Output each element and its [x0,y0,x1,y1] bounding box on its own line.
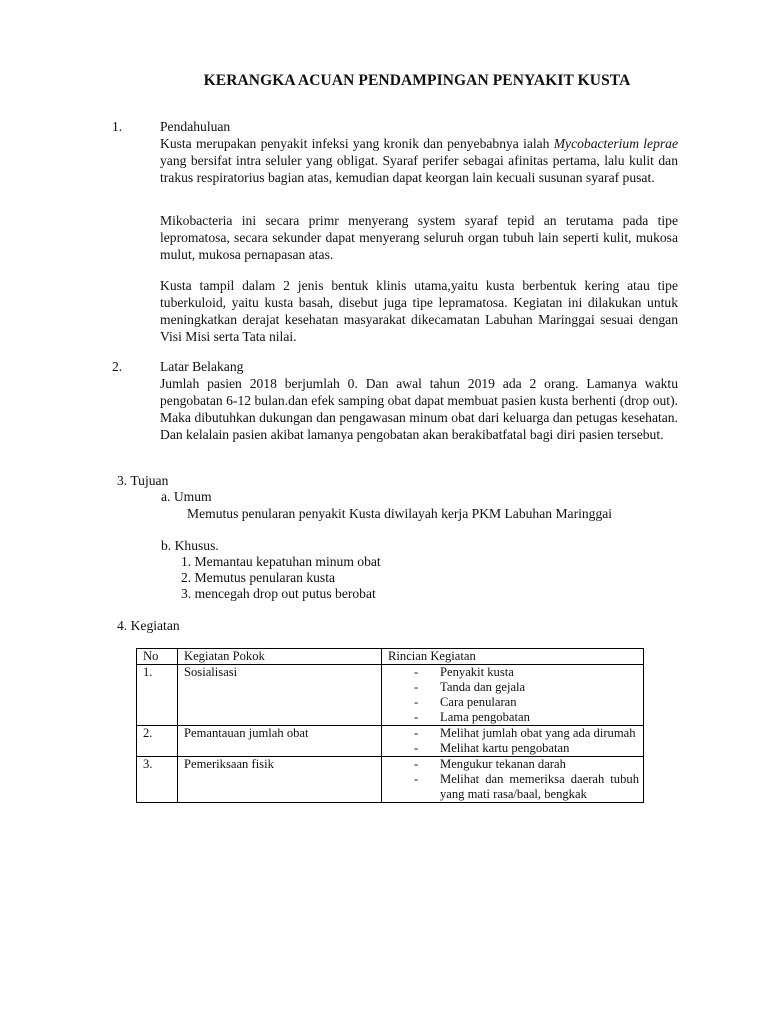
khusus-item: 1. Memantau kepatuhan minum obat [181,554,381,569]
section-heading-kegiatan: 4. Kegiatan [117,618,180,633]
rincian-item: - Lama pengobatan [388,710,643,725]
section-heading-pendahuluan: Pendahuluan [160,119,231,134]
rincian-item: - Mengukur tekanan darah [388,757,643,772]
kegiatan-table [136,648,644,803]
rincian-item: - Cara penularan [388,695,643,710]
table-row [137,665,644,726]
section-heading-latar-belakang: Latar Belakang [160,359,244,374]
text-run: Kusta merupakan penyakit infeksi yang kronik dan penyebabnya ialah [160,136,554,151]
text-run: yang bersifat intra seluler yang obligat. Syaraf perifer sebagai afinitas pertama, lalu kulit dan trakus respiratorius bagian atas, kemudian dapat keorgan lain kecuali susunan syaraf pusat. [160,153,678,185]
rincian-item: - Melihat jumlah obat yang ada dirumah [388,726,643,741]
latar-belakang-paragraph: Jumlah pasien 2018 berjumlah 0. Dan awal tahun 2019 ada 2 orang. Lamanya waktu pengobatan 6-12 bulan.dan efek samping obat dapat membuat pasien kusta berhenti (drop out). Maka dibutuhkan dukungan dan pengawasan minum obat dari keluarga dan petugas kesehatan. Dan kelalain pasien akibat lamanya pengobatan akan berakibatfatal bagi diri pasien tersebut. [160,376,678,442]
table-header-row [137,649,644,665]
header-no: No [137,649,178,665]
section-heading-tujuan: 3. Tujuan [117,473,169,488]
pendahuluan-paragraph-3: Kusta tampil dalam 2 jenis bentuk klinis utama,yaitu kusta berbentuk kering atau tipe tuberkuloid, yaitu kusta basah, disebut juga tipe lepramatosa. Kegiatan ini dilakukan untuk meningkatkan derajat kesehatan masyarakat dikecamatan Labuhan Maringgai sesuai dengan Visi Misi serta Tata nilai. [160,278,678,344]
pendahuluan-paragraph-1 [160,135,678,186]
cell-rincian [382,726,644,757]
cell-no: 2. [137,726,178,757]
tujuan-khusus-label: b. Khusus. [161,538,219,553]
rincian-item: - Tanda dan gejala [388,680,643,695]
header-rincian-kegiatan: Rincian Kegiatan [382,649,644,665]
cell-kegiatan-pokok: Sosialisasi [178,665,382,726]
table-row [137,757,644,803]
tujuan-umum-text: Memutus penularan penyakit Kusta diwilayah kerja PKM Labuhan Maringgai [187,506,613,521]
cell-rincian [382,757,644,803]
cell-no: 1. [137,665,178,726]
pendahuluan-paragraph-2: Mikobacteria ini secara primr menyerang system syaraf tepid an terutama pada tipe lepromatosa, secara sekunder dapat menyerang seluruh organ tubuh lain seperti kulit, mukosa mulut, mukosa pernapasan atas. [160,213,678,262]
section-number: 1. [112,119,123,134]
cell-kegiatan-pokok: Pemantauan jumlah obat [178,726,382,757]
cell-no: 3. [137,757,178,803]
tujuan-umum-label: a. Umum [161,489,212,504]
table-row [137,726,644,757]
khusus-item: 2. Memutus penularan kusta [181,570,336,585]
rincian-item: - Melihat kartu pengobatan [388,741,643,756]
header-kegiatan-pokok: Kegiatan Pokok [178,649,382,665]
document-title: KERANGKA ACUAN PENDAMPINGAN PENYAKIT KUSTA [203,72,631,89]
cell-kegiatan-pokok: Pemeriksaan fisik [178,757,382,803]
cell-rincian [382,665,644,726]
section-number: 2. [112,359,123,374]
rincian-item: - Penyakit kusta [388,665,643,680]
khusus-item: 3. mencegah drop out putus berobat [181,586,376,601]
rincian-item: - Melihat dan memeriksa daerah tubuh yang mati rasa/baal, bengkak [388,772,643,802]
italic-species-name: Mycobacterium leprae [553,136,679,151]
